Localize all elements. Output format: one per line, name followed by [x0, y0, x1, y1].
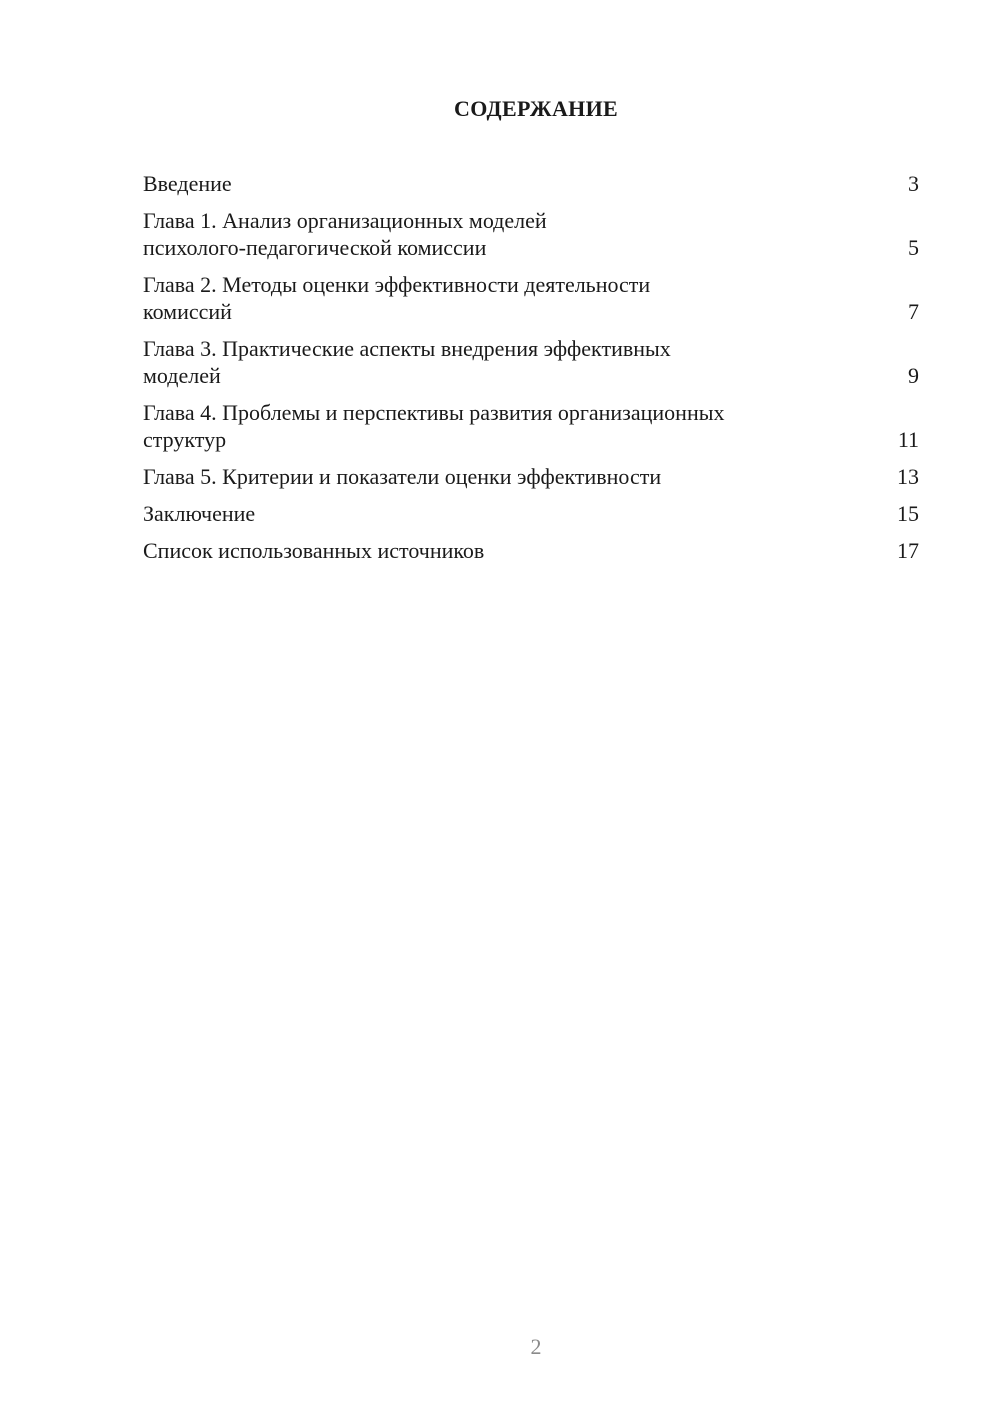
toc-item-page: 11	[897, 427, 919, 452]
toc-item-chapter-4[interactable]	[143, 399, 919, 453]
toc-item-page: 7	[908, 299, 919, 324]
toc-item-line: Список использованных источников	[143, 538, 485, 563]
toc-item-line: структур	[143, 427, 227, 452]
toc-item-text	[143, 170, 889, 197]
toc-item-line: Заключение	[143, 501, 256, 526]
toc-item-line: Глава 2. Методы оценки эффективности деятельности	[143, 272, 651, 297]
page-number: 2	[530, 1334, 542, 1359]
toc-item-line: Глава 5. Критерии и показатели оценки эффективности	[143, 464, 662, 489]
toc-item-line: Глава 1. Анализ организационных моделей	[143, 208, 547, 233]
toc-item-text	[143, 271, 889, 325]
toc-item-references[interactable]	[143, 537, 919, 564]
toc-item-text	[143, 399, 889, 453]
toc-item-line: моделей	[143, 363, 221, 388]
toc-item-line: Введение	[143, 171, 232, 196]
toc-item-chapter-5[interactable]	[143, 463, 919, 490]
toc-item-text	[143, 537, 889, 564]
toc-item-text	[143, 335, 889, 389]
toc-item-line: Глава 4. Проблемы и перспективы развития организационных	[143, 400, 725, 425]
toc-item-text	[143, 463, 889, 490]
toc-item-chapter-3[interactable]	[143, 335, 919, 389]
toc-item-chapter-1[interactable]	[143, 207, 919, 261]
table-of-contents	[143, 170, 919, 574]
toc-item-line: Глава 3. Практические аспекты внедрения эффективных	[143, 336, 671, 361]
toc-item-conclusion[interactable]	[143, 500, 919, 527]
toc-item-page: 3	[908, 171, 919, 196]
toc-item-line: психолого-педагогической комиссии	[143, 235, 487, 260]
toc-item-text	[143, 207, 889, 261]
toc-item-introduction[interactable]	[143, 170, 919, 197]
toc-item-page: 15	[897, 501, 919, 526]
toc-item-page: 9	[908, 363, 919, 388]
page-title: СОДЕРЖАНИЕ	[454, 96, 618, 121]
toc-item-line: комиссий	[143, 299, 232, 324]
toc-item-page: 5	[908, 235, 919, 260]
toc-item-page: 13	[897, 464, 919, 489]
toc-item-chapter-2[interactable]	[143, 271, 919, 325]
toc-item-text	[143, 500, 889, 527]
toc-item-page: 17	[897, 538, 919, 563]
